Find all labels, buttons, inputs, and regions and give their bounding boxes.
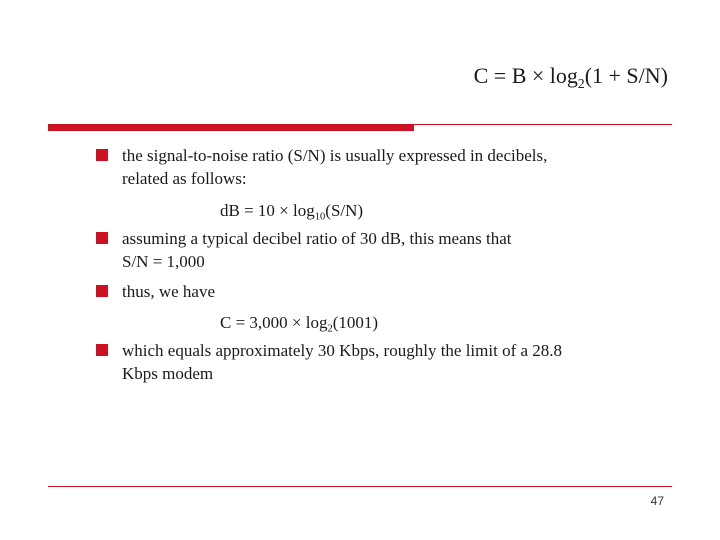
bullet-1-line-2: related as follows: <box>122 169 247 188</box>
bullet-1-formula <box>220 199 363 222</box>
title-suffix: (1 + S/N) <box>584 63 668 88</box>
formula-1-subscript: 10 <box>314 211 326 223</box>
title-prefix: C = B × log <box>473 63 578 88</box>
bullet-marker-1 <box>96 149 108 161</box>
formula-3-prefix: C = 3,000 × log <box>220 313 328 332</box>
page-number: 47 <box>650 494 664 508</box>
bullet-4-line-1: which equals approximately 30 Kbps, roughly the limit of a 28.8 <box>122 341 563 360</box>
bullet-marker-2 <box>96 232 108 244</box>
title-underline-thick <box>48 124 414 131</box>
formula-3-subscript: 2 <box>327 323 333 335</box>
bullet-4-line-2: Kbps modem <box>122 364 214 383</box>
bullet-2-line-1: assuming a typical decibel ratio of 30 dB, this means that <box>122 229 512 248</box>
formula-1-prefix: dB = 10 × log <box>220 201 315 220</box>
bullet-3-formula <box>220 311 378 334</box>
bullet-marker-4 <box>96 344 108 356</box>
bullet-3-line-1: thus, we have <box>122 282 216 301</box>
footer-divider <box>48 486 672 487</box>
formula-3-suffix: (1001) <box>332 313 379 332</box>
title-underline-thin <box>414 124 672 125</box>
bullet-marker-3 <box>96 285 108 297</box>
bullet-1-line-1: the signal-to-noise ratio (S/N) is usually expressed in decibels, <box>122 146 548 165</box>
title-subscript: 2 <box>577 75 585 91</box>
slide-title <box>474 62 668 90</box>
bullet-2-line-2: S/N = 1,000 <box>122 252 205 271</box>
formula-1-suffix: (S/N) <box>325 201 364 220</box>
